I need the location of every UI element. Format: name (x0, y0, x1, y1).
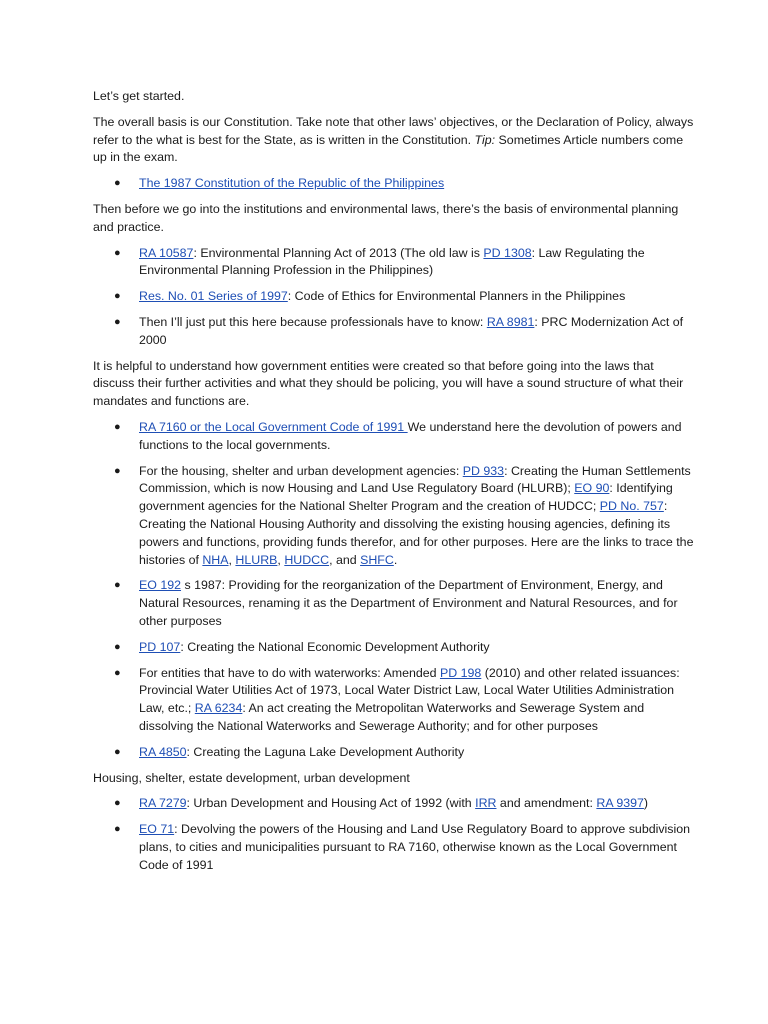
ra-10587-link[interactable]: RA 10587 (139, 245, 194, 260)
ra-6234-link[interactable]: RA 6234 (194, 701, 243, 716)
res-no-01-link[interactable]: Res. No. 01 Series of 1997 (139, 289, 288, 304)
irr-link[interactable]: IRR (475, 796, 497, 811)
nha-link[interactable]: NHA (202, 552, 229, 567)
entities-intro-paragraph: It is helpful to understand how government entities were created so that before going into the laws that discuss their further activities and what they should be policing, you will have a sound structure of what their mandates and functions are. (93, 358, 684, 409)
eo-71-link[interactable]: EO 71 (139, 822, 175, 837)
list-item: ● Res. No. 01 Series of 1997: Code of Ethics for Environmental Planners in the Philippines (93, 288, 698, 306)
bullet-icon: ● (114, 464, 121, 477)
list-item: ● For entities that have to do with waterworks: Amended PD 198 (2010) and other related issuances: Provincial Water Utilities Act of 1973, Local Water District Law, Local Water Utilities Administration Law, etc.; RA 6234: An act creating the Metropolitan Waterworks and Sewerage System and dissolving the National Waterworks and Sewerage Authority; and for other purposes (114, 665, 680, 733)
list-item: ● RA 7160 or the Local Government Code of 1991 We understand here the devolution of powers and functions to the local governments. (114, 419, 682, 452)
pd-757-link[interactable]: PD No. 757 (599, 499, 664, 514)
bullet-icon: ● (114, 666, 121, 679)
constitution-link[interactable]: The 1987 Constitution of the Republic of the Philippines (139, 176, 445, 191)
entities-list (93, 419, 698, 762)
shfc-link[interactable]: SHFC (360, 552, 394, 567)
pd-107-link[interactable]: PD 107 (139, 639, 181, 654)
housing-heading: Housing, shelter, estate development, urban development (93, 770, 410, 785)
ra-8981-link[interactable]: RA 8981 (486, 314, 535, 329)
pd-933-link[interactable]: PD 933 (462, 463, 505, 478)
ra-7279-link[interactable]: RA 7279 (139, 796, 187, 811)
list-item: ● EO 192 s 1987: Providing for the reorganization of the Department of Environment, Energy, and Natural Resources, renaming it as the Department of Environment and Natural Resources, and for other purposes (114, 578, 678, 628)
list-item: ● RA 4850: Creating the Laguna Lake Development Authority (93, 744, 698, 762)
bullet-icon: ● (114, 246, 121, 259)
ra-7160-link[interactable]: RA 7160 or the Local Government Code of 1991 (139, 419, 408, 434)
bullet-icon: ● (114, 797, 121, 810)
planning-intro-paragraph: Then before we go into the institutions and environmental laws, there’s the basis of environmental planning and practice. (93, 201, 679, 234)
eo-192-link[interactable]: EO 192 (139, 578, 182, 593)
ra-4850-link[interactable]: RA 4850 (139, 744, 187, 759)
bullet-icon: ● (114, 290, 121, 303)
tip-label: Tip: (474, 132, 496, 147)
planning-list (93, 245, 698, 350)
bullet-icon: ● (114, 579, 121, 592)
list-item: ● RA 7279: Urban Development and Housing Act of 1992 (with IRR and amendment: RA 9397) (93, 795, 698, 813)
bullet-icon: ● (114, 315, 121, 328)
constitution-list (93, 175, 698, 193)
bullet-icon: ● (114, 177, 121, 190)
eo-90-link[interactable]: EO 90 (574, 481, 610, 496)
bullet-icon: ● (114, 640, 121, 653)
intro-paragraph: Let’s get started. (93, 89, 185, 103)
housing-list (93, 795, 698, 874)
bullet-icon: ● (114, 420, 121, 433)
pd-1308-link[interactable]: PD 1308 (483, 245, 532, 260)
hudcc-link[interactable]: HUDCC (284, 552, 330, 567)
bullet-icon: ● (114, 823, 121, 836)
list-item: ● For the housing, shelter and urban development agencies: PD 933: Creating the Human Settlements Commission, which is now Housing and Land Use Regulatory Board (HLURB); EO 90: Identifying government agencies for the National Shelter Program and the creation of HUDCC; PD No. 757: Creating the National Housing Authority and dissolving the existing housing agencies, defining its powers and functions, providing funds therefor, and for other purposes. Here are the links to trace the histories of NHA, HLURB, HUDCC, and SHFC. (114, 463, 694, 567)
pd-198-link[interactable]: PD 198 (439, 665, 482, 680)
ra-9397-link[interactable]: RA 9397 (596, 796, 644, 811)
constitution-basis-paragraph: The overall basis is our Constitution. Take note that other laws’ objectives, or the Declaration of Policy, always refer to the what is best for the State, as is written in the Constitution. Tip: Sometimes Article numbers come up in the exam. (93, 114, 694, 165)
list-item: ● PD 107: Creating the National Economic Development Authority (93, 639, 698, 657)
list-item: ● RA 10587: Environmental Planning Act of 2013 (The old law is PD 1308: Law Regulating the Environmental Planning Profession in the Philippines) (114, 245, 645, 278)
bullet-icon: ● (114, 745, 121, 758)
list-item: ● EO 71: Devolving the powers of the Housing and Land Use Regulatory Board to approve subdivision plans, to cities and municipalities pursuant to RA 7160, otherwise known as the Local Government Code of 1991 (114, 822, 691, 872)
hlurb-link[interactable]: HLURB (235, 552, 278, 567)
list-item (93, 175, 698, 193)
list-item: ● Then I’ll just put this here because professionals have to know: RA 8981: PRC Modernization Act of 2000 (114, 314, 684, 347)
